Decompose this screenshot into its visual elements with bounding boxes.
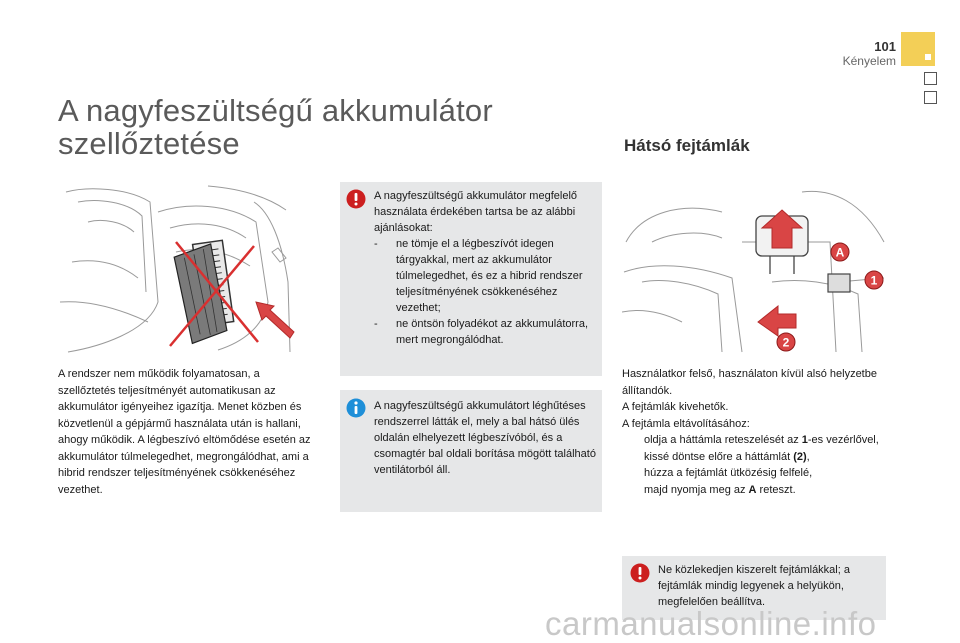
- ventilation-text: A rendszer nem működik folyamatosan, a szellőztetés teljesítményét automatikusan az akkumulátor igényeihez igazítja. Menet közben és közvetlenül a gépjármű használata után is hallani, ahogy működik. A légbeszívó eltömődése esetén az akkumulátor túlmelegedhet, megrongálódhat, ami a hibrid rendszer teljesítményének csökkenéséhez vezethet.: [58, 368, 311, 496]
- watermark: carmanualsonline.info: [545, 605, 877, 642]
- warning-item: [374, 316, 596, 348]
- section-title: Hátsó fejtámlák: [624, 136, 750, 155]
- warning-exclamation-icon: [346, 189, 366, 209]
- list-item: [622, 432, 884, 449]
- list-item: [622, 465, 884, 482]
- step-bold-ref: 1: [801, 434, 808, 446]
- warning-box-battery-text: [374, 188, 596, 348]
- step-text: -es vezérlővel,: [807, 434, 879, 446]
- warning-exclamation-icon: [630, 563, 650, 583]
- warning-box-headrest-text: [658, 562, 880, 610]
- bullet-marker: [622, 432, 644, 449]
- dash-marker: -: [374, 238, 378, 250]
- callout-label-2: 2: [782, 335, 790, 350]
- headrest-removal-heading: A fejtámla eltávolításához:: [622, 417, 750, 430]
- chapter-marker-square: [924, 91, 937, 104]
- battery-air-intake-illustration: [58, 182, 298, 358]
- dash-marker: -: [374, 318, 378, 330]
- step-text: majd nyomja meg az: [644, 483, 749, 496]
- list-item: [622, 449, 884, 466]
- callout-label-1: 1: [870, 273, 878, 288]
- callout-label-a: A: [835, 245, 845, 260]
- step-bold-ref: A: [748, 483, 757, 496]
- bullet-marker: [622, 465, 644, 482]
- warning-intro: A nagyfeszültségű akkumulátor megfelelő használata érdekében tartsa be az alábbi ajánlásokat:: [374, 190, 578, 234]
- step-text: kissé döntse előre a háttámlát: [644, 450, 794, 463]
- bullet-marker: [622, 449, 644, 466]
- warning-item: [374, 236, 596, 316]
- info-icon: [346, 398, 366, 418]
- step-text: oldja a háttámla reteszelését az: [644, 434, 802, 446]
- page-number: 101: [874, 39, 896, 54]
- headrest-warning-text: Ne közlekedjen kiszerelt fejtámlákkal; a fejtámlák mindig legyenek a helyükön, megfelelően beállítva.: [658, 564, 850, 608]
- page-title: A nagyfeszültségű akkumulátor szellőztetése: [58, 93, 493, 162]
- warning-item-text: ne öntsön folyadékot az akkumulátorra, mert megrongálódhat.: [396, 318, 589, 346]
- info-text: A nagyfeszültségű akkumulátort léghűtéses rendszerrel látták el, mely a bal hátsó ülés oldalán elhelyezett légbeszívóból, és a csomagtér bal oldali borítása mögött található ventilátorból áll.: [374, 400, 596, 476]
- warning-item-text: ne tömje el a légbeszívót idegen tárgyakkal, mert az akkumulátor túlmelegedhet, és ez a hibrid rendszer teljesítményének csökkenéséhez vezethet;: [396, 238, 583, 314]
- step-text: reteszt.: [756, 483, 796, 496]
- chapter-tab: [901, 32, 935, 66]
- step-bold-ref: (2): [793, 450, 807, 463]
- ventilation-description: [58, 366, 316, 498]
- chapter-marker-square: [924, 72, 937, 85]
- headrest-intro: Használatkor felső, használaton kívül alsó helyzetbe állítandók.: [622, 368, 877, 397]
- headrest-removable: A fejtámlák kivehetők.: [622, 401, 729, 413]
- step-text: ,: [806, 450, 810, 463]
- info-box-text: [374, 398, 596, 478]
- headrest-illustration: [622, 182, 886, 358]
- headrest-instructions: [622, 366, 884, 498]
- headrest-steps: [622, 432, 884, 498]
- chapter-title: Kényelem: [842, 54, 896, 68]
- list-item: [622, 482, 884, 499]
- step-text: húzza a fejtámlát ütközésig felfelé,: [644, 467, 813, 479]
- bullet-marker: [622, 482, 644, 499]
